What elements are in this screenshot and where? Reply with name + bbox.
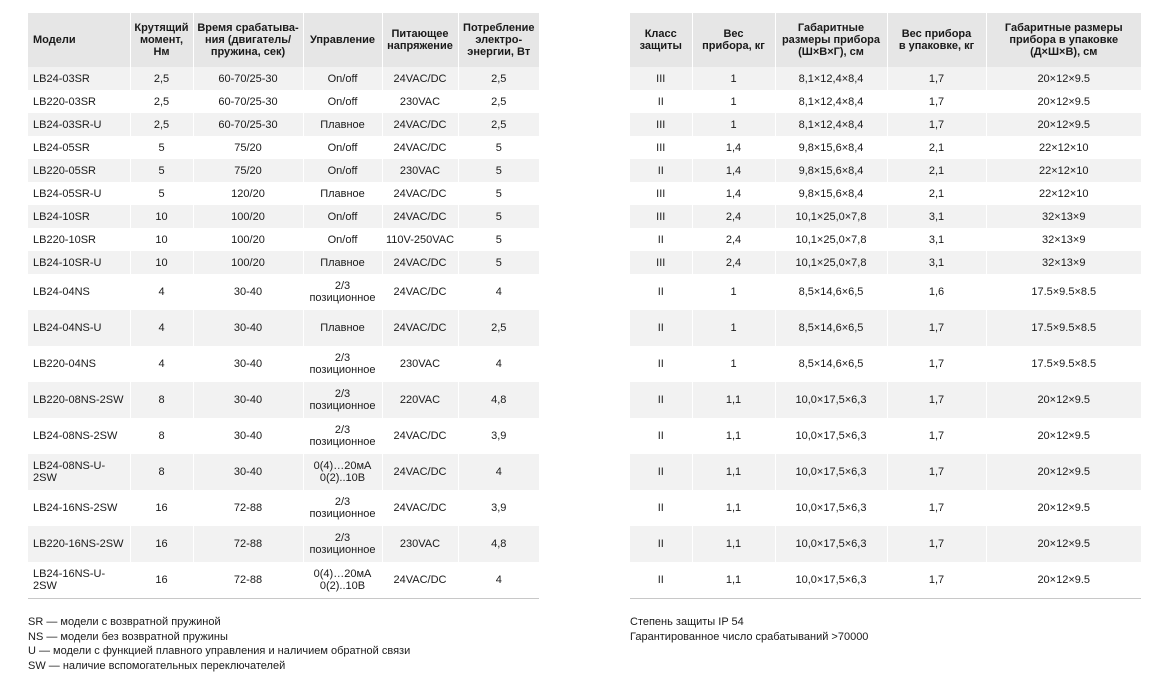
table-cell: 8,5×14,6×6,5 (775, 274, 887, 310)
table-cell: 2,4 (692, 228, 775, 251)
model-name-cell: LB220-10SR (28, 228, 130, 251)
table-row (28, 526, 539, 562)
table-cell: 4 (458, 274, 539, 310)
table-cell: 24VAC/DC (382, 274, 458, 310)
table-row (630, 490, 1141, 526)
model-name-cell: LB220-16NS-2SW (28, 526, 130, 562)
model-name-cell: LB24-04NS (28, 274, 130, 310)
table-cell: 2/3 позиционное (303, 382, 382, 418)
table-cell: 8,5×14,6×6,5 (775, 310, 887, 346)
table-cell: 5 (458, 205, 539, 228)
table-cell: 230VAC (382, 90, 458, 113)
table-row (28, 310, 539, 346)
general-specs-notes (630, 615, 868, 644)
table-cell: 72-88 (193, 526, 303, 562)
table-cell: 1,7 (887, 90, 986, 113)
table-cell: 2,4 (692, 205, 775, 228)
table-cell: 10,0×17,5×6,3 (775, 454, 887, 490)
table-row (630, 113, 1141, 136)
column-header: Вес прибора в упаковке, кг (887, 13, 986, 67)
column-header: Вес прибора, кг (692, 13, 775, 67)
note-line: Степень защиты IP 54 (630, 616, 744, 628)
table-cell: 10,1×25,0×7,8 (775, 251, 887, 274)
table-cell: 1,7 (887, 526, 986, 562)
table-cell: II (630, 228, 692, 251)
table-cell: 230VAC (382, 159, 458, 182)
table-cell: 1,7 (887, 113, 986, 136)
note-line: U — модели с функцией плавного управления и наличием обратной связи (28, 645, 411, 657)
table-cell: 20×12×9.5 (986, 90, 1141, 113)
table-cell: III (630, 251, 692, 274)
table-cell: 100/20 (193, 228, 303, 251)
table-cell: 1,1 (692, 526, 775, 562)
table-cell: 1,7 (887, 418, 986, 454)
table-cell: 8 (130, 418, 193, 454)
table-cell: On/off (303, 67, 382, 90)
table-cell: 2,5 (130, 90, 193, 113)
table-cell: 30-40 (193, 346, 303, 382)
table-cell: 100/20 (193, 251, 303, 274)
table-cell: 1,6 (887, 274, 986, 310)
table-cell: III (630, 205, 692, 228)
table-cell: 32×13×9 (986, 205, 1141, 228)
table-row (28, 182, 539, 205)
table-cell: 24VAC/DC (382, 251, 458, 274)
table-cell: 75/20 (193, 159, 303, 182)
table-row (630, 418, 1141, 454)
table-header-row (28, 13, 539, 67)
table-cell: 3,1 (887, 228, 986, 251)
table-cell: 1,1 (692, 382, 775, 418)
table-cell: 24VAC/DC (382, 113, 458, 136)
table-cell: 30-40 (193, 274, 303, 310)
table-row (28, 205, 539, 228)
table-cell: 30-40 (193, 310, 303, 346)
table-cell: 32×13×9 (986, 228, 1141, 251)
table-cell: II (630, 526, 692, 562)
model-name-cell: LB24-16NS-2SW (28, 490, 130, 526)
table-cell: 24VAC/DC (382, 454, 458, 490)
table-cell: 10,1×25,0×7,8 (775, 205, 887, 228)
table-cell: 1,7 (887, 67, 986, 90)
table-cell: 2,5 (130, 67, 193, 90)
model-name-cell: LB24-10SR-U (28, 251, 130, 274)
model-name-cell: LB24-16NS-U-2SW (28, 562, 130, 598)
table-row (630, 562, 1141, 598)
column-header: Габаритные размеры прибора в упаковке (Д×Ш×В), см (986, 13, 1141, 67)
table-cell: Плавное (303, 251, 382, 274)
table-row (28, 251, 539, 274)
table-row (28, 562, 539, 598)
table-cell: 8,1×12,4×8,4 (775, 67, 887, 90)
table-row (630, 67, 1141, 90)
table-cell: 1,7 (887, 562, 986, 598)
table-cell: 32×13×9 (986, 251, 1141, 274)
table-cell: 9,8×15,6×8,4 (775, 159, 887, 182)
model-name-cell: LB24-04NS-U (28, 310, 130, 346)
table-cell: II (630, 274, 692, 310)
table-cell: 10,0×17,5×6,3 (775, 418, 887, 454)
table-row (28, 228, 539, 251)
table-cell: 2,5 (458, 90, 539, 113)
table-cell: 1 (692, 113, 775, 136)
table-cell: 4,8 (458, 526, 539, 562)
table-row (630, 382, 1141, 418)
table-cell: II (630, 310, 692, 346)
model-suffix-legend (28, 615, 410, 673)
model-name-cell: LB220-03SR (28, 90, 130, 113)
table-cell: On/off (303, 159, 382, 182)
table-row (630, 182, 1141, 205)
table-cell: 20×12×9.5 (986, 113, 1141, 136)
table-cell: 20×12×9.5 (986, 490, 1141, 526)
table-cell: 24VAC/DC (382, 562, 458, 598)
table-cell: II (630, 490, 692, 526)
table-cell: 8,1×12,4×8,4 (775, 90, 887, 113)
model-name-cell: LB220-08NS-2SW (28, 382, 130, 418)
table-cell: 24VAC/DC (382, 182, 458, 205)
table-cell: 10,0×17,5×6,3 (775, 490, 887, 526)
table-cell: 2,1 (887, 182, 986, 205)
table-cell: 4 (130, 310, 193, 346)
table-cell: 2/3 позиционное (303, 274, 382, 310)
table-cell: 1,4 (692, 136, 775, 159)
table-cell: III (630, 136, 692, 159)
table-row (630, 136, 1141, 159)
table-cell: 60-70/25-30 (193, 67, 303, 90)
note-line: SW — наличие вспомогательных переключателей (28, 659, 286, 672)
table-cell: 60-70/25-30 (193, 90, 303, 113)
actuator-models-table (28, 13, 539, 599)
table-cell: 1,7 (887, 310, 986, 346)
table-cell: On/off (303, 228, 382, 251)
table-cell: On/off (303, 136, 382, 159)
table-cell: 220VAC (382, 382, 458, 418)
table-cell: 20×12×9.5 (986, 454, 1141, 490)
table-cell: On/off (303, 90, 382, 113)
actuator-specs-table (630, 13, 1141, 599)
table-cell: Плавное (303, 182, 382, 205)
table-cell: 4 (458, 454, 539, 490)
column-header: Модели (28, 13, 130, 67)
table-cell: II (630, 346, 692, 382)
table-cell: 17.5×9.5×8.5 (986, 346, 1141, 382)
model-name-cell: LB24-08NS-U-2SW (28, 454, 130, 490)
table-row (630, 526, 1141, 562)
table-cell: 22×12×10 (986, 159, 1141, 182)
table-cell: 4 (458, 562, 539, 598)
table-cell: 1,1 (692, 490, 775, 526)
table-cell: 24VAC/DC (382, 310, 458, 346)
table-cell: 16 (130, 526, 193, 562)
table-row (630, 251, 1141, 274)
table-row (28, 382, 539, 418)
table-cell: 24VAC/DC (382, 490, 458, 526)
table-cell: 3,1 (887, 205, 986, 228)
table-cell: 4 (130, 346, 193, 382)
table-cell: 1,4 (692, 159, 775, 182)
table-cell: 2/3 позиционное (303, 346, 382, 382)
model-name-cell: LB24-08NS-2SW (28, 418, 130, 454)
table-cell: 30-40 (193, 454, 303, 490)
table-cell: 1 (692, 274, 775, 310)
table-cell: 8,5×14,6×6,5 (775, 346, 887, 382)
table-cell: 0(4)…20мА 0(2)..10В (303, 562, 382, 598)
table-cell: 3,9 (458, 418, 539, 454)
table-cell: II (630, 418, 692, 454)
table-row (28, 490, 539, 526)
table-row (28, 136, 539, 159)
model-name-cell: LB24-03SR-U (28, 113, 130, 136)
table-cell: 2,4 (692, 251, 775, 274)
table-cell: II (630, 562, 692, 598)
table-cell: 17.5×9.5×8.5 (986, 274, 1141, 310)
table-row (28, 67, 539, 90)
table-cell: 16 (130, 490, 193, 526)
column-header: Потребление электро- энергии, Вт (458, 13, 539, 67)
table-cell: 1,7 (887, 382, 986, 418)
table-cell: II (630, 90, 692, 113)
table-cell: 1 (692, 310, 775, 346)
table-cell: 2/3 позиционное (303, 418, 382, 454)
model-name-cell: LB24-10SR (28, 205, 130, 228)
table-cell: 4 (458, 346, 539, 382)
model-name-cell: LB220-05SR (28, 159, 130, 182)
column-header: Крутящий момент, Нм (130, 13, 193, 67)
table-cell: 1 (692, 67, 775, 90)
table-cell: 20×12×9.5 (986, 562, 1141, 598)
table-cell: 10 (130, 205, 193, 228)
table-cell: 22×12×10 (986, 136, 1141, 159)
table-row (630, 90, 1141, 113)
table-cell: 5 (130, 159, 193, 182)
table-cell: 10,0×17,5×6,3 (775, 526, 887, 562)
table-cell: 230VAC (382, 346, 458, 382)
table-cell: 5 (458, 136, 539, 159)
table-cell: 8 (130, 382, 193, 418)
table-cell: 24VAC/DC (382, 205, 458, 228)
table-row (630, 454, 1141, 490)
table-row (28, 454, 539, 490)
table-cell: 10,0×17,5×6,3 (775, 562, 887, 598)
table-cell: 8 (130, 454, 193, 490)
table-cell: 1,1 (692, 418, 775, 454)
table-cell: 2,1 (887, 136, 986, 159)
table-cell: 2/3 позиционное (303, 490, 382, 526)
model-name-cell: LB24-05SR-U (28, 182, 130, 205)
table-cell: 100/20 (193, 205, 303, 228)
table-cell: 20×12×9.5 (986, 526, 1141, 562)
table-cell: 2,5 (458, 67, 539, 90)
table-cell: 8,1×12,4×8,4 (775, 113, 887, 136)
column-header: Время срабатыва- ния (двигатель/ пружина, сек) (193, 13, 303, 67)
table-cell: 20×12×9.5 (986, 418, 1141, 454)
table-cell: 5 (458, 228, 539, 251)
table-row (28, 418, 539, 454)
table-cell: 20×12×9.5 (986, 67, 1141, 90)
table-cell: 2,5 (458, 310, 539, 346)
table-cell: On/off (303, 205, 382, 228)
table-cell: 9,8×15,6×8,4 (775, 182, 887, 205)
table-row (630, 159, 1141, 182)
table-cell: 230VAC (382, 526, 458, 562)
table-cell: 10 (130, 251, 193, 274)
table-cell: 10,1×25,0×7,8 (775, 228, 887, 251)
table-row (28, 90, 539, 113)
table-row (630, 310, 1141, 346)
table-cell: 1,1 (692, 562, 775, 598)
table-cell: 5 (130, 182, 193, 205)
table-row (630, 205, 1141, 228)
table-cell: III (630, 182, 692, 205)
table-cell: 4 (130, 274, 193, 310)
table-cell: 75/20 (193, 136, 303, 159)
table-cell: 72-88 (193, 490, 303, 526)
table-cell: 2,5 (458, 113, 539, 136)
table-row (28, 113, 539, 136)
table-cell: Плавное (303, 310, 382, 346)
table-cell: 72-88 (193, 562, 303, 598)
table-cell: 5 (458, 182, 539, 205)
table-cell: Плавное (303, 113, 382, 136)
note-line: SR — модели с возвратной пружиной (28, 616, 221, 628)
table-row (630, 274, 1141, 310)
table-cell: 2,1 (887, 159, 986, 182)
table-cell: 24VAC/DC (382, 136, 458, 159)
model-name-cell: LB24-05SR (28, 136, 130, 159)
column-header: Управление (303, 13, 382, 67)
table-row (28, 159, 539, 182)
table-cell: 5 (130, 136, 193, 159)
table-cell: 60-70/25-30 (193, 113, 303, 136)
table-row (630, 346, 1141, 382)
table-cell: 30-40 (193, 382, 303, 418)
table-cell: III (630, 113, 692, 136)
table-cell: 9,8×15,6×8,4 (775, 136, 887, 159)
table-cell: 5 (458, 251, 539, 274)
table-cell: 17.5×9.5×8.5 (986, 310, 1141, 346)
table-header-row (630, 13, 1141, 67)
table-cell: II (630, 159, 692, 182)
table-cell: 2,5 (130, 113, 193, 136)
table-cell: 1,4 (692, 182, 775, 205)
table-cell: 5 (458, 159, 539, 182)
table-cell: 3,1 (887, 251, 986, 274)
table-cell: 1,7 (887, 454, 986, 490)
table-cell: 1,7 (887, 346, 986, 382)
table-cell: II (630, 454, 692, 490)
table-cell: 1 (692, 346, 775, 382)
table-cell: II (630, 382, 692, 418)
table-row (630, 228, 1141, 251)
table-cell: 110V-250VAC (382, 228, 458, 251)
table-cell: 1,1 (692, 454, 775, 490)
note-line: NS — модели без возвратной пружины (28, 630, 228, 643)
table-cell: 1 (692, 90, 775, 113)
table-cell: 3,9 (458, 490, 539, 526)
table-cell: 30-40 (193, 418, 303, 454)
table-cell: 1,7 (887, 490, 986, 526)
table-cell: 16 (130, 562, 193, 598)
table-cell: 22×12×10 (986, 182, 1141, 205)
column-header: Класс защиты (630, 13, 692, 67)
table-cell: 10,0×17,5×6,3 (775, 382, 887, 418)
column-header: Габаритные размеры прибора (Ш×В×Г), см (775, 13, 887, 67)
table-cell: 120/20 (193, 182, 303, 205)
table-cell: 20×12×9.5 (986, 382, 1141, 418)
table-row (28, 274, 539, 310)
table-cell: 4,8 (458, 382, 539, 418)
table-cell: 24VAC/DC (382, 67, 458, 90)
table-cell: 24VAC/DC (382, 418, 458, 454)
column-header: Питающее напряжение (382, 13, 458, 67)
table-cell: III (630, 67, 692, 90)
table-row (28, 346, 539, 382)
table-cell: 10 (130, 228, 193, 251)
model-name-cell: LB24-03SR (28, 67, 130, 90)
note-line: Гарантированное число срабатываний >70000 (630, 630, 869, 643)
model-name-cell: LB220-04NS (28, 346, 130, 382)
table-cell: 0(4)…20мА 0(2)..10В (303, 454, 382, 490)
table-cell: 2/3 позиционное (303, 526, 382, 562)
